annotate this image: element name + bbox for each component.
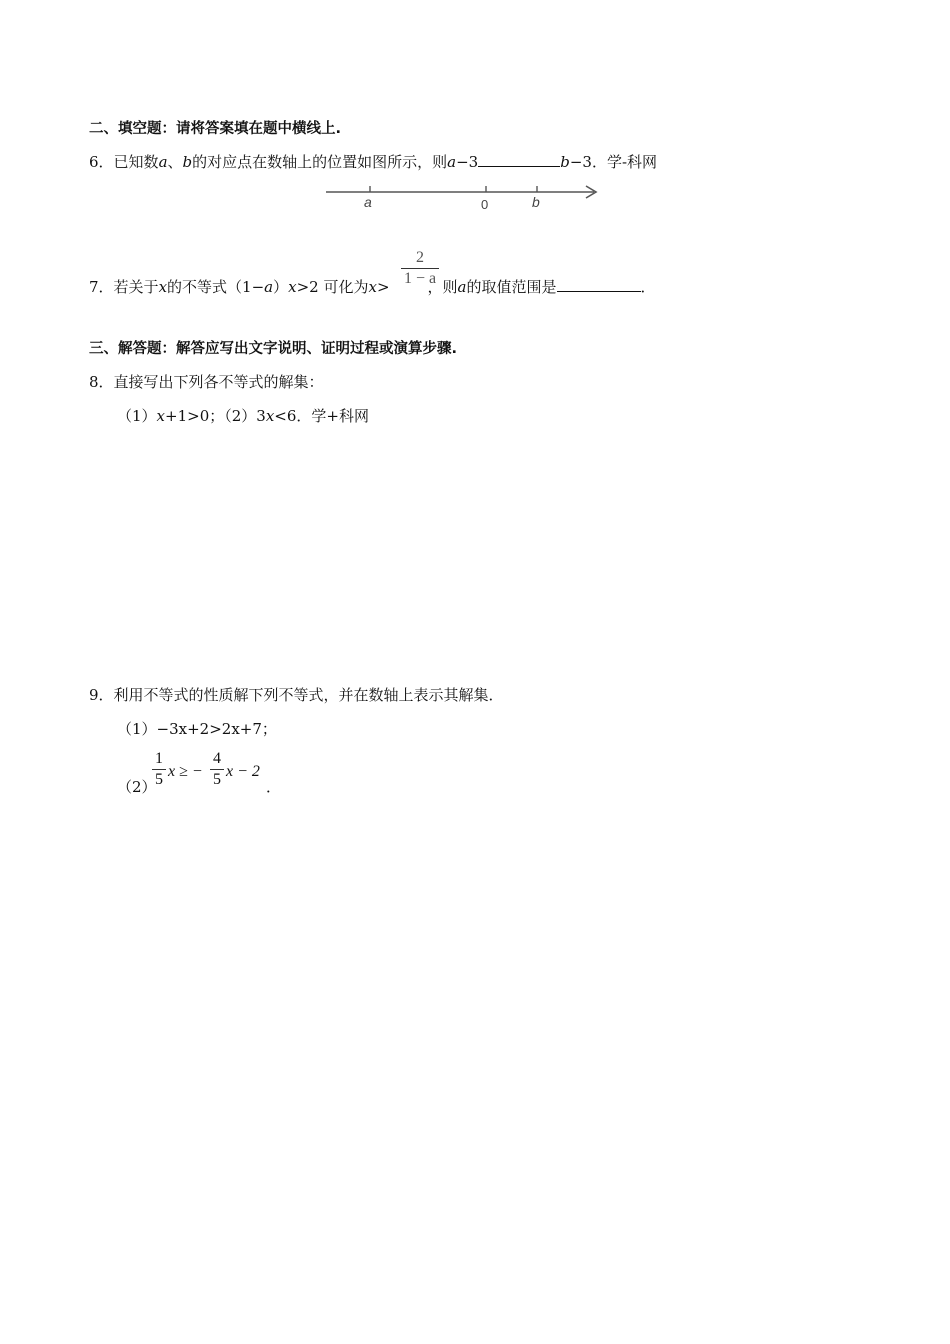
fraction-2-over-1-minus-a xyxy=(401,249,439,288)
part-label: （1） xyxy=(117,407,157,425)
q7-text-2: 的不等式（1− xyxy=(167,278,265,296)
var-a: a xyxy=(457,278,467,296)
question-6 xyxy=(89,151,657,172)
fraction-numerator: 4 xyxy=(213,750,221,767)
answer-blank[interactable] xyxy=(478,152,560,167)
q6-text-1: 已知数 xyxy=(113,153,159,171)
label-zero: 0 xyxy=(481,197,489,212)
q9-part-2-label: （2） xyxy=(117,778,157,796)
question-number: 6． xyxy=(89,153,114,171)
section-2-heading: 二、填空题：请将答案填在题中横线上. xyxy=(89,121,342,137)
fraction-4-over-5 xyxy=(210,750,224,789)
q7-text-3: ） xyxy=(273,278,289,296)
q9-part-2-end: ． xyxy=(266,778,282,796)
label-b: b xyxy=(532,194,540,210)
q7-text-7: 的取值范围是 xyxy=(466,278,557,296)
var-x: x xyxy=(288,278,297,296)
fraction-1-over-5 xyxy=(152,750,166,789)
q7-text-4: >2 可化为 xyxy=(296,278,369,296)
var-x: x xyxy=(368,278,377,296)
question-9 xyxy=(89,684,504,705)
expr-left-rest: −3 xyxy=(456,153,479,171)
q6-text-2: 的对应点在数轴上的位置如图所示，则 xyxy=(192,153,448,171)
expr-right-rest: −3．学-科网 xyxy=(569,153,658,171)
var-a: a xyxy=(158,153,168,171)
question-number: 7． xyxy=(89,278,114,296)
number-line-figure xyxy=(324,180,604,214)
q8-part-2: <6．学+科网 xyxy=(274,407,369,425)
fraction-numerator: 1 xyxy=(155,750,163,767)
q9-part-2-mid: x ≥ − xyxy=(168,763,203,780)
q8-parts xyxy=(117,405,369,426)
fraction-bar xyxy=(152,769,166,770)
fraction-numerator: 2 xyxy=(416,249,424,266)
q7-end: ． xyxy=(640,278,656,296)
var-x: x xyxy=(265,407,275,425)
fraction-denominator: 5 xyxy=(155,771,163,788)
q7-text-1: 若关于 xyxy=(113,278,159,296)
q9-text: 利用不等式的性质解下列不等式，并在数轴上表示其解集． xyxy=(113,686,504,704)
q8-part-1: +1>0；（2）3 xyxy=(165,407,266,425)
q7-text-6: ，则 xyxy=(427,278,458,296)
fraction-bar xyxy=(210,769,224,770)
fraction-denominator: 5 xyxy=(213,771,221,788)
fraction-bar xyxy=(401,268,439,269)
var-b: b xyxy=(182,153,193,171)
var-x: x xyxy=(158,278,168,296)
var-x: x xyxy=(156,407,166,425)
q7-text-5: > xyxy=(376,278,390,296)
expr-left-var: a xyxy=(447,153,457,171)
q8-text: 直接写出下列各不等式的解集： xyxy=(113,373,324,391)
var-a: a xyxy=(264,278,274,296)
question-8 xyxy=(89,371,324,392)
expr-right-var: b xyxy=(560,153,570,171)
question-number: 8． xyxy=(89,373,114,391)
question-number: 9． xyxy=(89,686,114,704)
answer-blank[interactable] xyxy=(557,277,641,292)
fraction-denominator: 1 − a xyxy=(403,270,437,287)
q9-part-1: （1）−3x+2>2x+7； xyxy=(117,720,277,738)
label-a: a xyxy=(364,194,372,210)
question-7 xyxy=(89,276,656,297)
section-3-heading: 三、解答题：解答应写出文字说明、证明过程或演算步骤. xyxy=(89,341,458,357)
separator: 、 xyxy=(167,153,183,171)
q9-part-2-tail: x − 2 xyxy=(226,763,260,780)
